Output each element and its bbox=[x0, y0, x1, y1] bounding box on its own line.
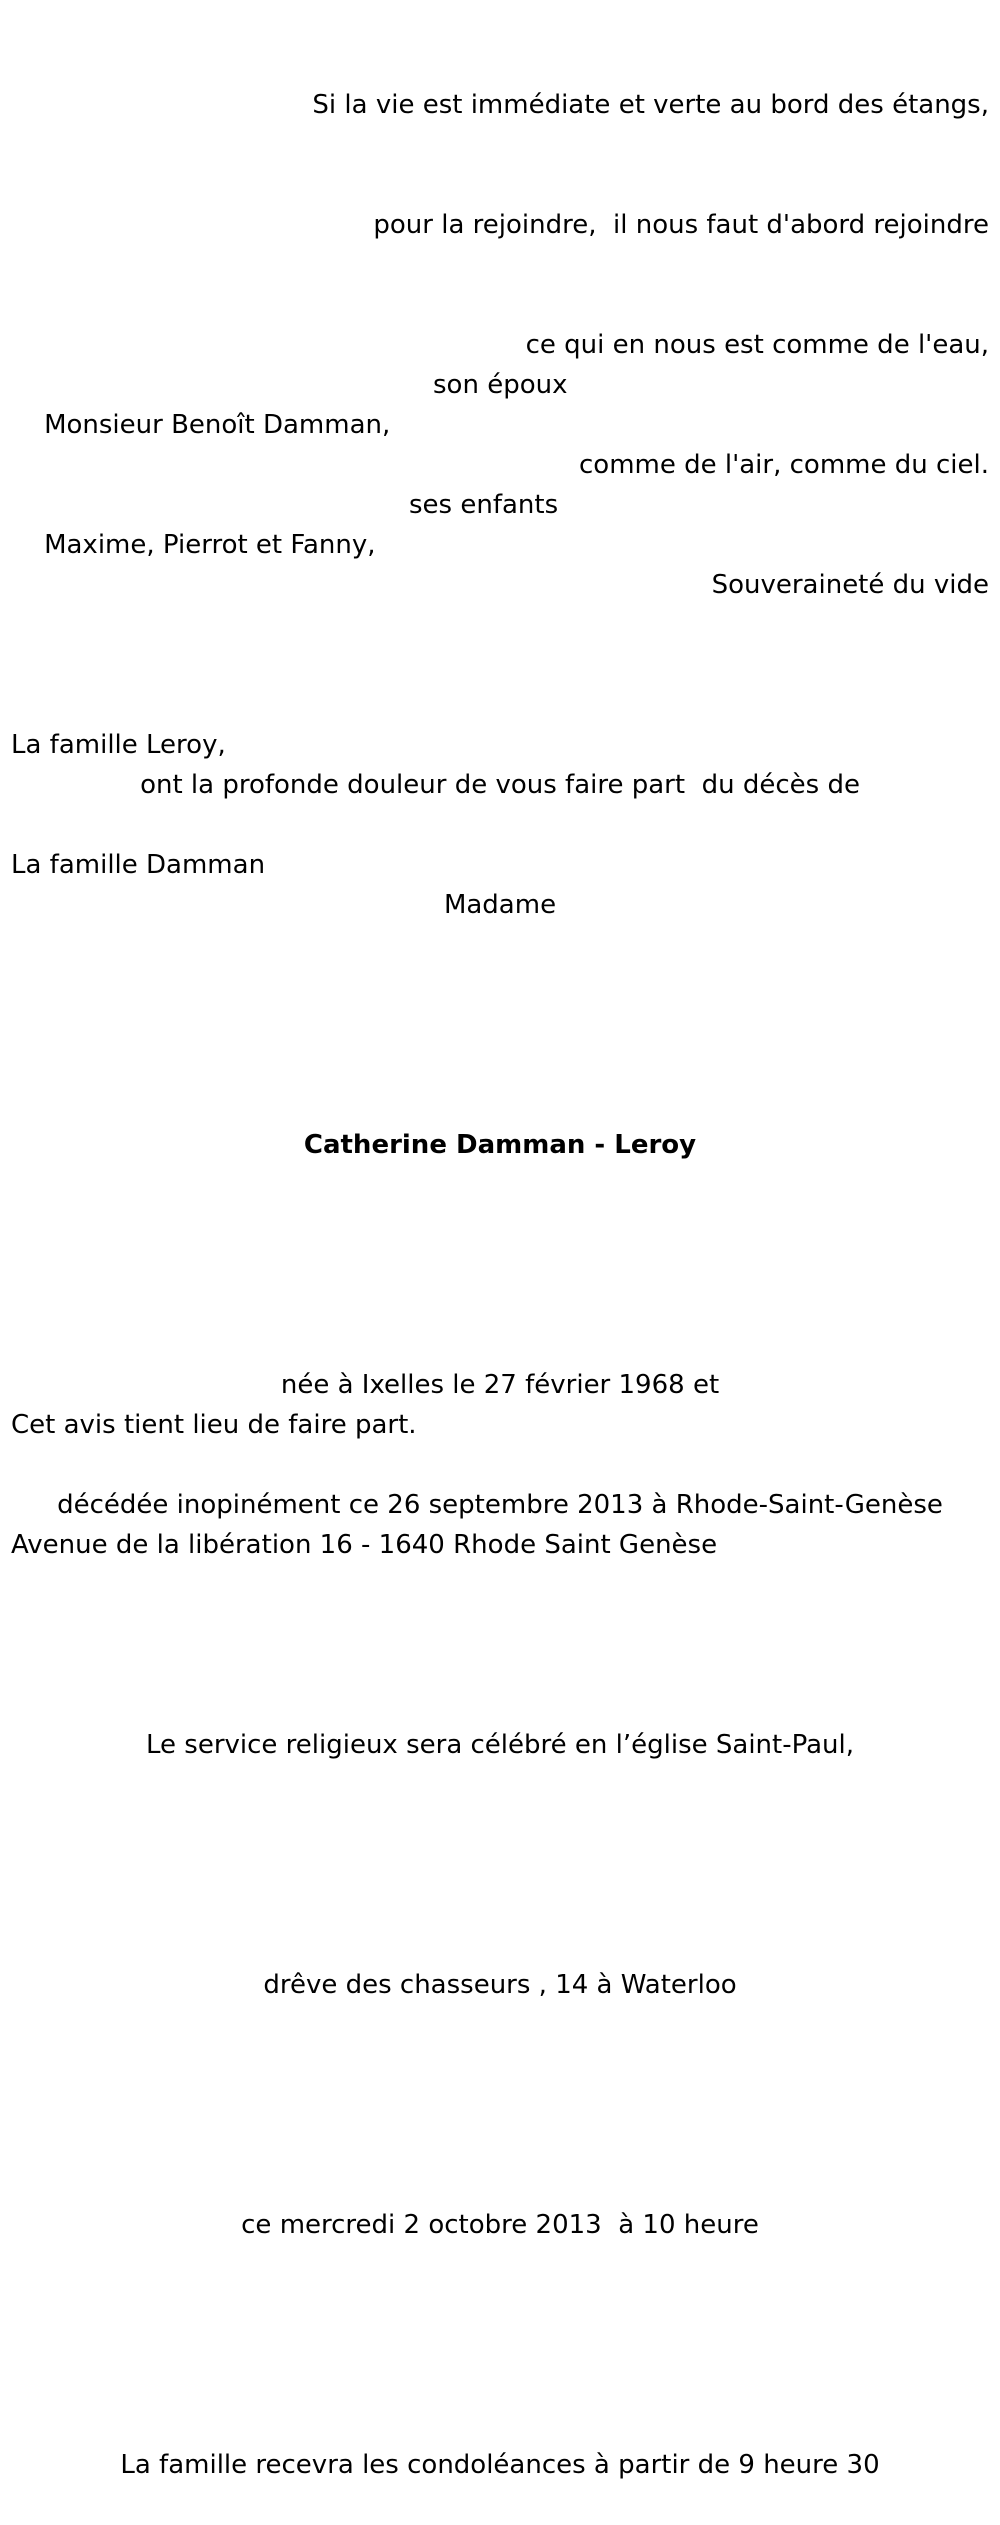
deceased-name: Catherine Damman - Leroy bbox=[303, 1130, 697, 1160]
family-line-damman: La famille Damman bbox=[11, 850, 266, 880]
family-line-leroy: La famille Leroy, bbox=[11, 730, 226, 760]
epigraph-line: Si la vie est immédiate et verte au bord des étangs, bbox=[312, 90, 989, 120]
death-info: décédée inopinément ce 26 septembre 2013 à Rhode-Saint-Genèse bbox=[57, 1490, 943, 1520]
service-info: Le service religieux sera célébré en l’église Saint-Paul, bbox=[145, 1730, 855, 1760]
epigraph-line: comme de l'air, comme du ciel. bbox=[579, 450, 989, 480]
epigraph-poem bbox=[312, 5, 989, 645]
epigraph-line: pour la rejoindre, il nous faut d'abord rejoindre bbox=[373, 210, 989, 240]
spouse-name: Monsieur Benoît Damman, bbox=[44, 410, 391, 440]
epigraph-line: ce qui en nous est comme de l'eau, bbox=[525, 330, 989, 360]
condolences-info: La famille recevra les condoléances à partir de 9 heure 30 bbox=[120, 2450, 880, 2480]
death-announcement bbox=[0, 685, 1000, 2525]
notice-text: Cet avis tient lieu de faire part. bbox=[11, 1410, 417, 1440]
announcement-intro: ont la profonde douleur de vous faire part du décès de bbox=[140, 770, 860, 800]
service-address: drêve des chasseurs , 14 à Waterloo bbox=[263, 1970, 737, 2000]
children-row bbox=[11, 485, 559, 560]
service-date-time: ce mercredi 2 octobre 2013 à 10 heure bbox=[241, 2210, 759, 2240]
announcement-title: Madame bbox=[443, 890, 557, 920]
home-address: Avenue de la libération 16 - 1640 Rhode Saint Genèse bbox=[11, 1530, 718, 1560]
spouse-row bbox=[11, 365, 568, 440]
children-names: Maxime, Pierrot et Fanny, bbox=[44, 530, 376, 560]
children-relation: ses enfants bbox=[409, 490, 559, 520]
birth-info: née à Ixelles le 27 février 1968 et bbox=[280, 1370, 720, 1400]
epigraph-line: Souveraineté du vide bbox=[711, 570, 989, 600]
spouse-relation: son époux bbox=[433, 370, 568, 400]
footer-notice bbox=[11, 1325, 717, 1605]
